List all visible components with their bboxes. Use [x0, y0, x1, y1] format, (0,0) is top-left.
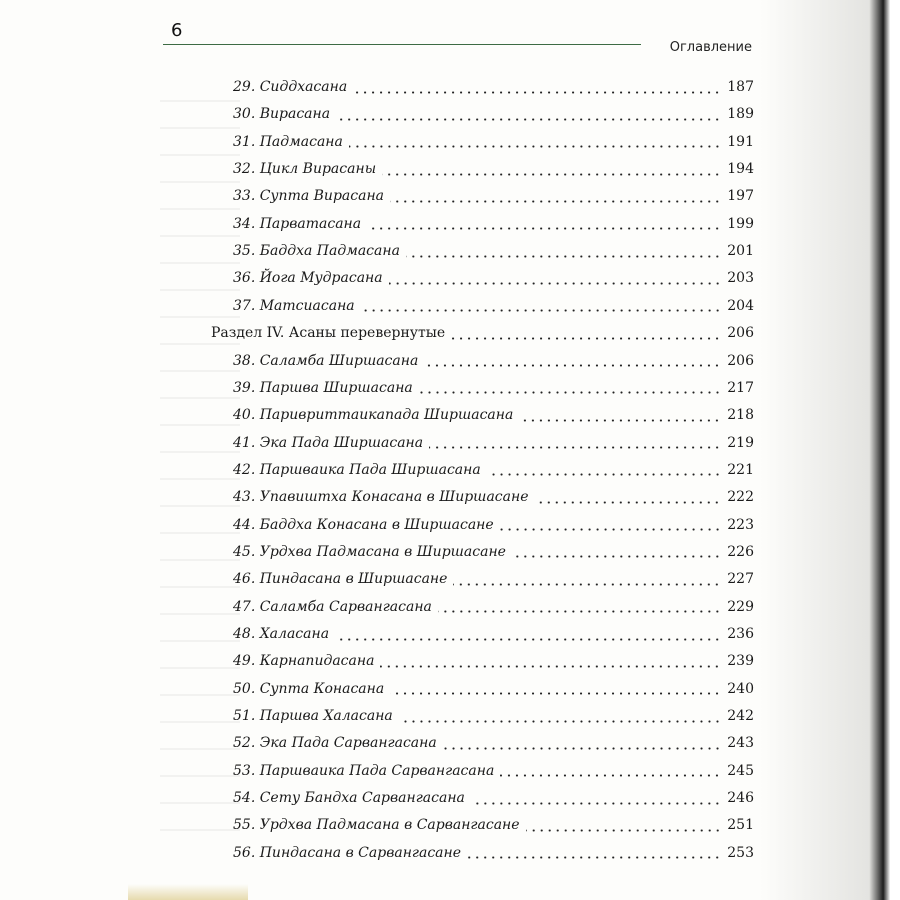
toc-entry-page: 201 [727, 243, 754, 260]
toc-entry-page: 222 [727, 489, 754, 506]
toc-entry-title: 52. Эка Пада Сарвангасана [233, 735, 437, 752]
dot-leader [519, 419, 721, 422]
dot-leader [390, 692, 721, 695]
page-number: 6 [171, 20, 183, 41]
toc-entry-page: 194 [727, 161, 754, 178]
running-head: Оглавление [669, 40, 752, 55]
toc-entry-title: 44. Баддха Конасана в Ширшасане [233, 516, 494, 533]
dot-leader [438, 610, 721, 613]
toc-entry-title: 34. Парватасана [233, 215, 362, 232]
dot-leader [500, 528, 722, 531]
toc-entry-title: 33. Супта Вирасана [233, 188, 385, 205]
toc-entry [233, 540, 754, 564]
toc-entry-page: 246 [727, 790, 754, 807]
toc-entry-title: 45. Урдхва Падмасана в Ширшасане [233, 543, 506, 560]
dot-leader [500, 774, 721, 777]
toc-entry-page: 187 [727, 79, 754, 95]
dot-leader [429, 446, 721, 449]
toc-entry-title: Раздел IV. Асаны перевернутые [211, 325, 446, 342]
dot-leader [336, 118, 721, 121]
dot-leader [487, 473, 722, 476]
dot-leader [380, 665, 721, 668]
next-page-edge-art [128, 884, 248, 900]
toc-entry-title: 54. Сету Бандха Сарвангасана [233, 790, 465, 807]
toc-entry [233, 759, 754, 783]
toc-entry [233, 786, 754, 810]
toc-entry [233, 403, 754, 427]
toc-entry-page: 227 [727, 571, 754, 588]
dot-leader [399, 720, 721, 723]
toc-entry-page: 226 [727, 543, 754, 560]
toc-entry-title: 42. Паршваика Пада Ширшасана [233, 461, 481, 478]
toc-entry-page: 239 [727, 653, 754, 670]
dot-leader [419, 391, 722, 394]
dot-leader [471, 802, 721, 805]
toc-entry-page: 206 [727, 325, 754, 342]
dot-leader [353, 91, 721, 94]
dot-leader [512, 555, 721, 558]
toc-entry [233, 485, 754, 509]
page-edge-shadow [760, 0, 900, 900]
dot-leader [382, 173, 721, 176]
toc-entry-page: 217 [727, 379, 754, 396]
toc-entry [233, 102, 754, 126]
toc-entry-title: 50. Супта Конасана [233, 680, 385, 697]
dot-leader [390, 200, 721, 203]
toc-entry-title: 43. Упавиштха Конасана в Ширшасане [233, 489, 529, 506]
dot-leader [453, 583, 721, 586]
toc-entry [233, 130, 754, 154]
toc-entry-page: 223 [727, 516, 754, 533]
toc-entry-page: 203 [727, 270, 754, 287]
dot-leader [367, 227, 721, 230]
toc-entry-title: 56. Пиндасана в Сарвангасане [233, 844, 462, 861]
dot-leader [534, 501, 721, 504]
dot-leader [389, 282, 722, 285]
toc-entry [233, 75, 754, 99]
toc-entry-page: 206 [727, 352, 754, 369]
toc-entry [233, 266, 754, 290]
toc-entry-title: 31. Падмасана [233, 133, 343, 150]
dot-leader [443, 747, 722, 750]
toc-entry [233, 622, 754, 646]
toc-entry-title: 46. Пиндасана в Ширшасане [233, 571, 448, 588]
toc-entry-page: 236 [727, 626, 754, 642]
toc-entry-page: 253 [727, 844, 754, 861]
toc-entry-page: 251 [727, 817, 754, 834]
toc-entry-page: 243 [727, 735, 754, 752]
toc-entry-page: 197 [727, 188, 754, 205]
toc-entry-title: 40. Паривриттаикапада Ширшасана [233, 407, 514, 424]
toc-entry-title: 32. Цикл Вирасаны [233, 161, 377, 178]
toc-entry [233, 431, 754, 455]
dot-leader [526, 829, 722, 832]
dot-leader [424, 364, 721, 367]
toc-entry [233, 349, 754, 373]
toc-entry [233, 677, 754, 701]
toc-entry-title: 49. Карнапидасана [233, 653, 375, 670]
toc-entry-title: 39. Паршва Ширшасана [233, 379, 413, 396]
toc-entry-page: 219 [727, 434, 754, 451]
toc-entry-page: 204 [727, 297, 754, 314]
toc-entry [233, 649, 754, 673]
toc-entry-page: 245 [727, 762, 754, 779]
toc-entry-title: 37. Матсиасана [233, 297, 355, 314]
toc-entry-page: 229 [727, 598, 754, 615]
toc-entry-title: 55. Урдхва Падмасана в Сарвангасане [233, 817, 520, 834]
toc-entry-page: 242 [727, 708, 754, 725]
toc-entry-page: 199 [727, 215, 754, 232]
toc-entry-title: 51. Паршва Халасана [233, 708, 393, 725]
toc-entry [233, 294, 754, 318]
toc-entry-title: 41. Эка Пада Ширшасана [233, 434, 424, 451]
toc-entry [233, 239, 754, 263]
dot-leader [361, 309, 722, 312]
toc-entry [233, 184, 754, 208]
toc-entry [233, 704, 754, 728]
toc-entry-page: 221 [727, 461, 754, 478]
toc-entry [233, 841, 754, 865]
toc-entry [233, 458, 754, 482]
toc-entry-title: 53. Паршваика Пада Сарвангасана [233, 762, 495, 779]
dot-leader [349, 145, 721, 148]
toc-entry-title: 48. Халасана [233, 626, 330, 642]
dot-leader [406, 255, 721, 258]
toc-entry-page: 189 [727, 106, 754, 123]
toc-entry [233, 376, 754, 400]
toc-entry [233, 513, 754, 537]
toc-entry [233, 567, 754, 591]
toc-entry-page: 240 [727, 680, 754, 697]
toc-entry [233, 212, 754, 236]
toc-entry-title: 36. Йога Мудрасана [233, 270, 383, 287]
toc-entry-title: 29. Сиддхасана [233, 79, 348, 95]
toc-entry-title: 47. Саламба Сарвангасана [233, 598, 432, 615]
toc-entry-page: 191 [727, 133, 754, 150]
toc-entry-page: 218 [727, 407, 754, 424]
toc-entry-title: 30. Вирасана [233, 106, 331, 123]
toc-section-entry [211, 321, 754, 345]
toc-entry [233, 157, 754, 181]
toc-entry-title: 38. Саламба Ширшасана [233, 352, 419, 369]
toc-entry [233, 731, 754, 755]
toc-entry [233, 595, 754, 619]
toc-entry-title: 35. Баддха Падмасана [233, 243, 400, 260]
dot-leader [451, 337, 721, 340]
toc-entry [233, 813, 754, 837]
dot-leader [335, 638, 721, 641]
dot-leader [467, 856, 721, 859]
